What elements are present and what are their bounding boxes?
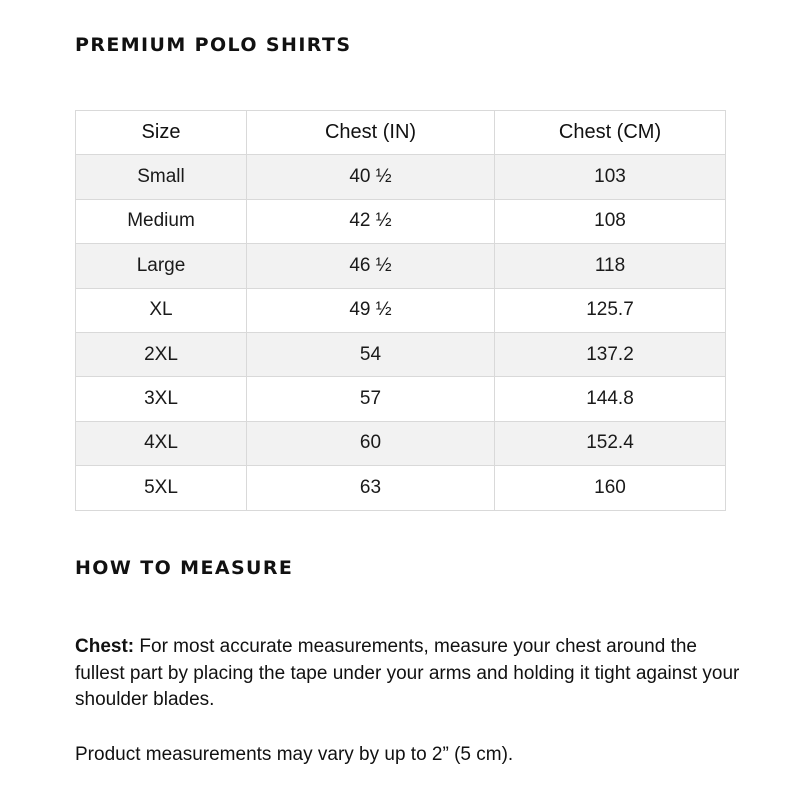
column-header-chest-cm: Chest (CM) [495,111,726,155]
chest-label: Chest: [75,636,135,657]
table-header-row [76,111,726,155]
size-cell: 2XL [76,332,247,376]
size-cell: 5XL [76,466,247,510]
size-cell: 4XL [76,421,247,465]
page-title: PREMIUM POLO SHIRTS [75,34,352,56]
size-cell: Large [76,244,247,288]
table-row [76,421,726,465]
chest-in-cell: 54 [247,332,495,376]
table-row [76,155,726,199]
size-chart-table [75,110,726,511]
chest-in-cell: 60 [247,421,495,465]
table-row [76,244,726,288]
table-row [76,332,726,376]
chest-in-cell: 46 ½ [247,244,495,288]
chest-instructions-text: For most accurate measurements, measure your chest around the fullest part by placing the tape under your arms and holding it tight against your shoulder blades. [75,636,740,710]
chest-cm-cell: 125.7 [495,288,726,332]
chest-instructions [75,634,745,714]
table-row [76,466,726,510]
table-row [76,377,726,421]
chest-cm-cell: 152.4 [495,421,726,465]
column-header-size: Size [76,111,247,155]
column-header-chest-in: Chest (IN) [247,111,495,155]
table-row [76,288,726,332]
measurement-variance-note: Product measurements may vary by up to 2” (5 cm). [75,744,514,765]
chest-cm-cell: 137.2 [495,332,726,376]
chest-cm-cell: 118 [495,244,726,288]
chest-in-cell: 40 ½ [247,155,495,199]
chest-in-cell: 63 [247,466,495,510]
size-cell: XL [76,288,247,332]
chest-cm-cell: 103 [495,155,726,199]
size-cell: Medium [76,199,247,243]
chest-in-cell: 49 ½ [247,288,495,332]
chest-cm-cell: 144.8 [495,377,726,421]
table-row [76,199,726,243]
chest-cm-cell: 160 [495,466,726,510]
chest-in-cell: 42 ½ [247,199,495,243]
chest-in-cell: 57 [247,377,495,421]
chest-cm-cell: 108 [495,199,726,243]
size-cell: Small [76,155,247,199]
how-to-measure-heading: HOW TO MEASURE [75,557,294,579]
size-cell: 3XL [76,377,247,421]
